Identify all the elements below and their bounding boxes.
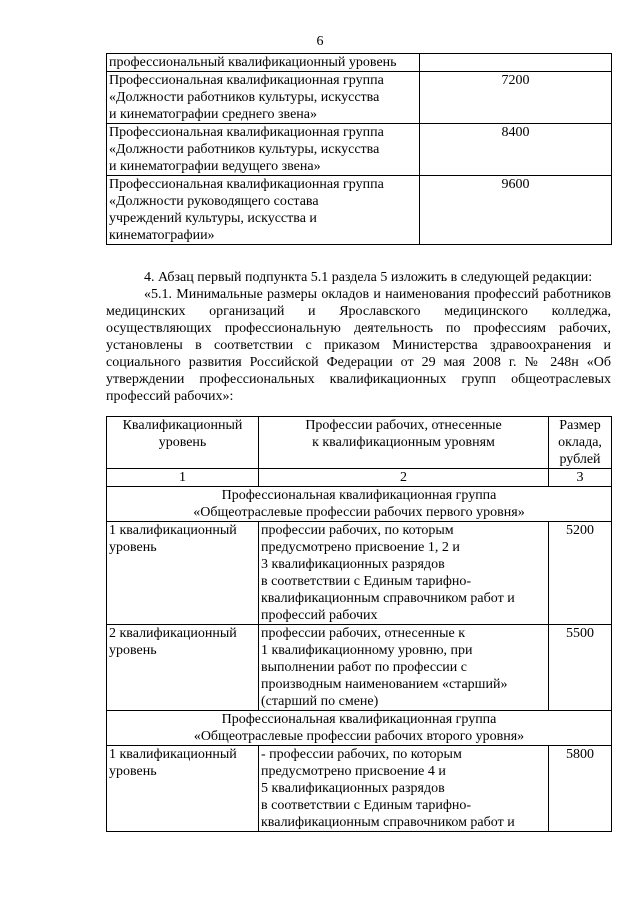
salary-value: 7200: [420, 72, 612, 124]
column-number: 3: [549, 469, 612, 487]
amendment-text: «5.1. Минимальные размеры окладов и наименования профессий работников медицинских организаций и Ярославского медицинского колледжа, осуществляющих профессиональную деятельность по профессиям рабочих, установлены в соответствии с приказом Министерства здравоохранения и социального развития Российской Федерации от 29 мая 2008 г. № 248н «Об утверждении профессиональных квалификационных групп общеотраслевых профессий рабочих»:: [106, 287, 611, 404]
profession-description: профессии рабочих, по которым предусмотрено присвоение 1, 2 и 3 квалификационных разрядов в соответствии с Единым тарифно- квалификационным справочником работ и профессий рабочих: [259, 522, 549, 625]
table-row: [107, 522, 612, 625]
level-cell: 2 квалификационный уровень: [107, 625, 259, 711]
column-header-level: Квалификационный уровень: [107, 417, 259, 469]
group-heading-row: [107, 487, 612, 522]
salary-value: 5500: [549, 625, 612, 711]
level-cell: 1 квалификационный уровень: [107, 746, 259, 832]
group-heading-row: [107, 711, 612, 746]
table-cell: профессиональный квалификационный уровень: [107, 54, 420, 72]
column-number-row: [107, 469, 612, 487]
table-row: [107, 746, 612, 832]
group-name-cell: Профессиональная квалификационная группа «Должности руководящего состава учреждений культуры, искусства и кинематографии»: [107, 176, 420, 245]
table-row: [107, 625, 612, 711]
group-name-cell: Профессиональная квалификационная группа «Должности работников культуры, искусства и кинематографии среднего звена»: [107, 72, 420, 124]
table-row: [107, 72, 612, 124]
group-heading: Профессиональная квалификационная группа «Общеотраслевые профессии рабочих второго уровня»: [107, 711, 612, 746]
table-row: [107, 54, 612, 72]
column-header-professions: Профессии рабочих, отнесенные к квалификационным уровням: [259, 417, 549, 469]
page-number: 6: [316, 34, 324, 49]
group-heading: Профессиональная квалификационная группа «Общеотраслевые профессии рабочих первого уровня»: [107, 487, 612, 522]
group-name-cell: Профессиональная квалификационная группа «Должности работников культуры, искусства и кинематографии ведущего звена»: [107, 124, 420, 176]
table-row: [107, 124, 612, 176]
salary-table-culture: [106, 53, 612, 245]
salary-value: 5800: [549, 746, 612, 832]
salary-value: 9600: [420, 176, 612, 245]
salary-value: 5200: [549, 522, 612, 625]
table-row: [107, 176, 612, 245]
column-number: 1: [107, 469, 259, 487]
level-cell: 1 квалификационный уровень: [107, 522, 259, 625]
profession-description: - профессии рабочих, по которым предусмотрено присвоение 4 и 5 квалификационных разрядов в соответствии с Единым тарифно- квалификационным справочником работ и: [259, 746, 549, 832]
salary-table-workers: [106, 416, 612, 832]
amendment-paragraph: 4. Абзац первый подпункта 5.1 раздела 5 изложить в следующей редакции:: [144, 270, 593, 285]
profession-description: профессии рабочих, отнесенные к 1 квалификационному уровню, при выполнении работ по профессии с производным наименованием «старший» (старший по смене): [259, 625, 549, 711]
table-cell: [420, 54, 612, 72]
column-header-salary: Размер оклада, рублей: [549, 417, 612, 469]
salary-value: 8400: [420, 124, 612, 176]
column-number: 2: [259, 469, 549, 487]
table-header-row: [107, 417, 612, 469]
